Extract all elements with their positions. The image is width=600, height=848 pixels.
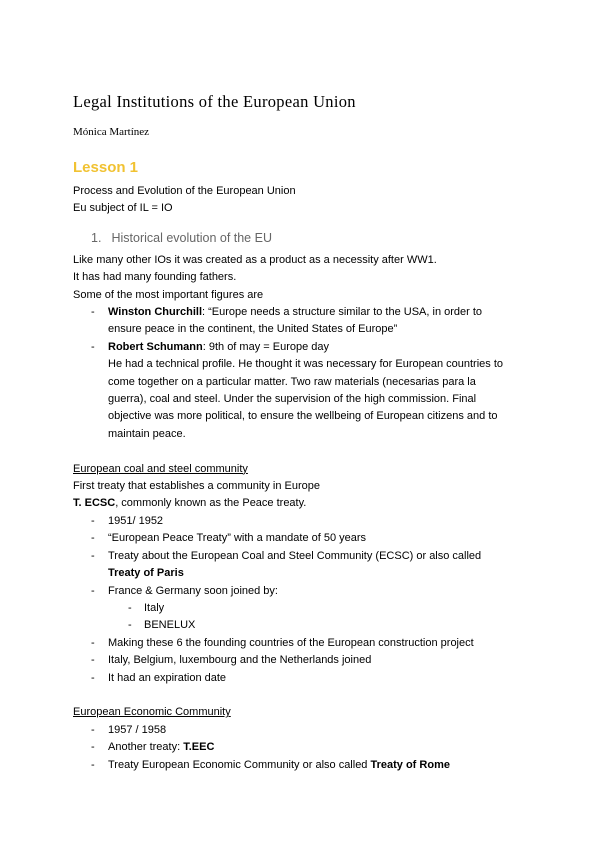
list-dash: - bbox=[128, 601, 132, 614]
list-dash: - bbox=[91, 723, 95, 736]
figure-text: guerra), coal and steel. Under the supervision of the high commission. Final bbox=[108, 393, 477, 406]
list-item-text: 1951/ 1952 bbox=[108, 514, 164, 527]
paragraph-line: Like many other IOs it was created as a product as a necessity after WW1. bbox=[73, 253, 437, 266]
list-item bbox=[73, 635, 533, 652]
list-dash: - bbox=[91, 514, 95, 527]
document-title: Legal Institutions of the European Union bbox=[73, 92, 356, 111]
list-item-text: Italy, Belgium, luxembourg and the Netherlands joined bbox=[108, 654, 372, 667]
section-number: 1. bbox=[91, 230, 102, 245]
sub-list-item bbox=[73, 600, 533, 617]
list-item-text: It had an expiration date bbox=[108, 671, 227, 684]
figure-text: maintain peace. bbox=[108, 427, 186, 440]
list-item bbox=[73, 739, 533, 756]
list-dash: - bbox=[91, 340, 95, 353]
section-heading bbox=[73, 229, 533, 247]
treaty-name: T.EEC bbox=[183, 741, 215, 754]
subsection-heading: European Economic Community bbox=[73, 706, 231, 719]
list-dash: - bbox=[91, 549, 95, 562]
treaty-name: Treaty of Paris bbox=[108, 567, 184, 580]
list-item bbox=[73, 757, 533, 774]
document-body bbox=[73, 183, 533, 774]
figure-text: objective was more political, to ensure the wellbeing of European citizens and to bbox=[108, 410, 498, 423]
list-item bbox=[73, 513, 533, 530]
list-dash: - bbox=[91, 532, 95, 545]
figure-text: : “Europe needs a structure similar to the USA, in order to bbox=[202, 306, 483, 319]
list-dash: - bbox=[91, 306, 95, 319]
subsection-heading: European coal and steel community bbox=[73, 462, 248, 475]
sub-list-item bbox=[73, 617, 533, 634]
list-item-text: BENELUX bbox=[144, 619, 196, 632]
list-item-text: “European Peace Treaty” with a mandate of 50 years bbox=[108, 532, 367, 545]
paragraph-text: , commonly known as the Peace treaty. bbox=[115, 497, 307, 510]
list-item-text: 1957 / 1958 bbox=[108, 723, 167, 736]
figure-text: : 9th of may = Europe day bbox=[202, 340, 330, 353]
list-item bbox=[73, 722, 533, 739]
section-heading-text: Historical evolution of the EU bbox=[111, 230, 272, 245]
paragraph-line bbox=[73, 495, 533, 512]
list-item-text: Making these 6 the founding countries of the European construction project bbox=[108, 636, 474, 649]
figure-name: Winston Churchill bbox=[108, 306, 203, 319]
list-item-text: Treaty about the European Coal and Steel Community (ECSC) or also called bbox=[108, 549, 482, 562]
figure-name: Robert Schumann bbox=[108, 340, 203, 353]
paragraph-line: It has had many founding fathers. bbox=[73, 271, 237, 284]
figure-text: come together on a particular matter. Two raw materials (necesarias para la bbox=[108, 375, 476, 388]
lesson-heading: Lesson 1 bbox=[73, 159, 139, 176]
intro-line: Eu subject of IL = IO bbox=[73, 202, 173, 215]
list-item bbox=[73, 670, 533, 687]
list-dash: - bbox=[91, 741, 95, 754]
list-dash: - bbox=[91, 584, 95, 597]
list-dash: - bbox=[91, 654, 95, 667]
list-item bbox=[73, 304, 533, 339]
list-item bbox=[73, 548, 533, 583]
paragraph-line: First treaty that establishes a community in Europe bbox=[73, 480, 320, 493]
paragraph-line: Some of the most important figures are bbox=[73, 288, 264, 301]
treaty-name: T. ECSC bbox=[73, 497, 116, 510]
list-dash: - bbox=[91, 636, 95, 649]
list-item-text: Treaty European Economic Community or also called bbox=[108, 758, 371, 771]
list-dash: - bbox=[128, 619, 132, 632]
list-item bbox=[73, 530, 533, 547]
list-item bbox=[73, 583, 533, 600]
intro-line: Process and Evolution of the European Union bbox=[73, 185, 296, 197]
list-item-text: France & Germany soon joined by: bbox=[108, 584, 278, 597]
list-dash: - bbox=[91, 758, 95, 771]
figure-text: ensure peace in the continent, the United States of Europe” bbox=[108, 323, 398, 336]
list-item bbox=[73, 339, 533, 443]
list-item bbox=[73, 652, 533, 669]
treaty-name: Treaty of Rome bbox=[370, 758, 450, 771]
list-dash: - bbox=[91, 671, 95, 684]
list-item-text: Italy bbox=[144, 601, 165, 614]
document-author: Mónica Martínez bbox=[73, 126, 150, 138]
list-item-text: Another treaty: bbox=[108, 741, 184, 754]
figure-text: He had a technical profile. He thought it was necessary for European countries to bbox=[108, 358, 504, 371]
